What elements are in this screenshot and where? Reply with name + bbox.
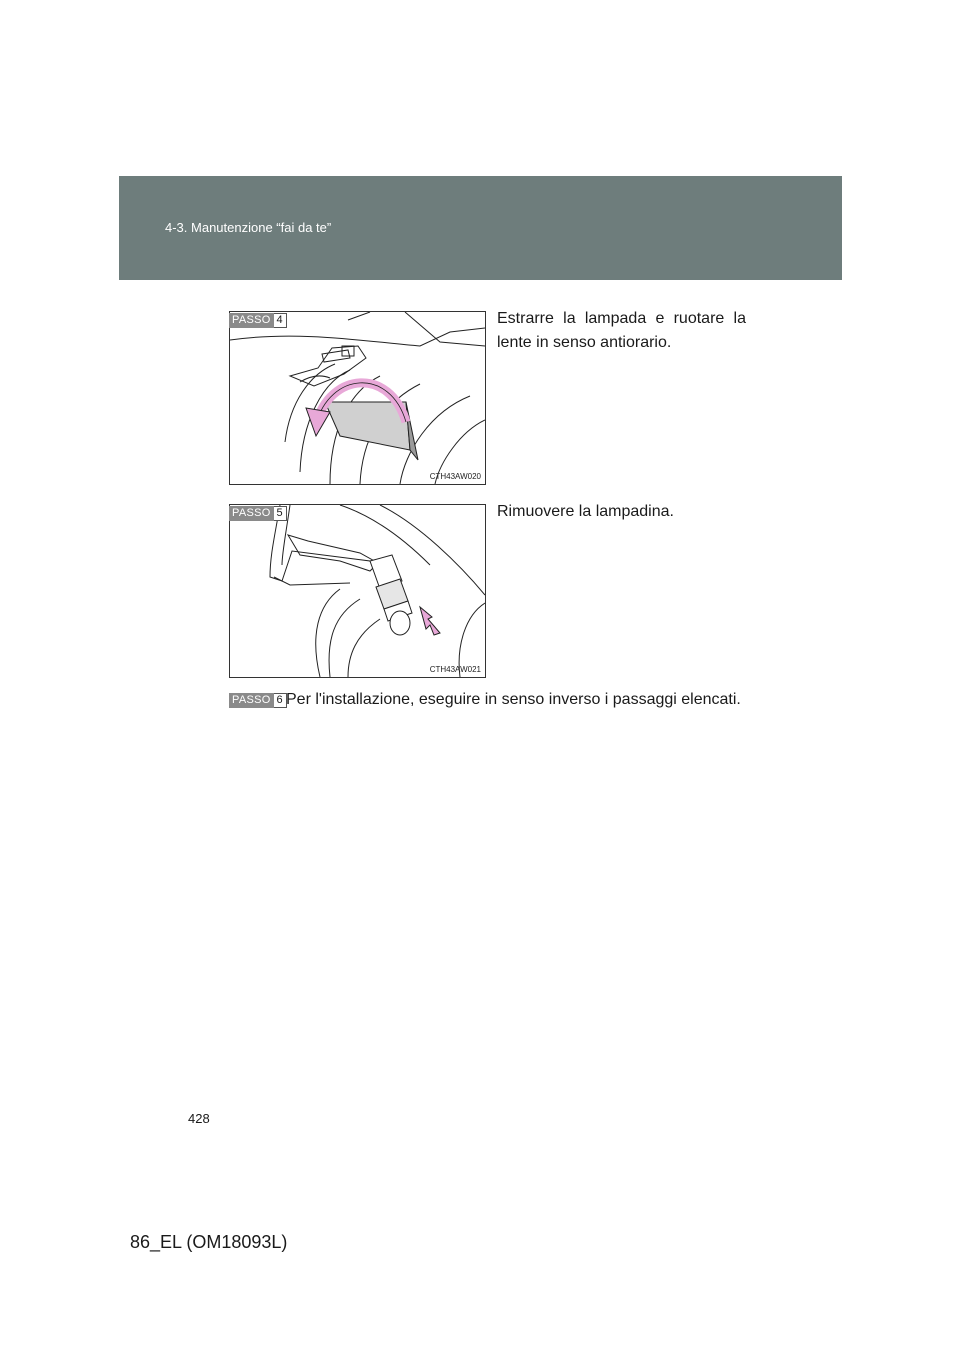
- figure-step-4: [229, 311, 486, 485]
- step-badge-number: 6: [274, 693, 287, 708]
- step-badge-4: [229, 313, 287, 328]
- figure-code: CTH43AW021: [429, 665, 481, 674]
- step-badge-number: 5: [274, 506, 287, 521]
- figure-code: CTH43AW020: [429, 472, 481, 481]
- footer-model-code: 86_EL (OM18093L): [130, 1232, 288, 1252]
- figure-step-5: [229, 504, 486, 678]
- lamp-lens-illustration: [230, 312, 485, 484]
- step-badge-6: [229, 693, 287, 708]
- bulb-removal-illustration: [230, 505, 485, 677]
- section-title: 4-3. Manutenzione “fai da te”: [165, 220, 332, 235]
- step-badge-5: [229, 506, 287, 521]
- step-badge-word: PASSO: [229, 506, 274, 521]
- step-6-text: Per l'installazione, eseguire in senso inverso i passaggi elencati.: [286, 691, 741, 708]
- step-4-text: Estrarre la lampada e ruotare la lente in senso antiorario.: [497, 310, 746, 351]
- step-badge-number: 4: [274, 313, 287, 328]
- step-badge-word: PASSO: [229, 313, 274, 328]
- header-band: [119, 176, 842, 280]
- page-number: 428: [188, 1111, 210, 1126]
- step-5-text: Rimuovere la lampadina.: [497, 503, 674, 520]
- step-badge-word: PASSO: [229, 693, 274, 708]
